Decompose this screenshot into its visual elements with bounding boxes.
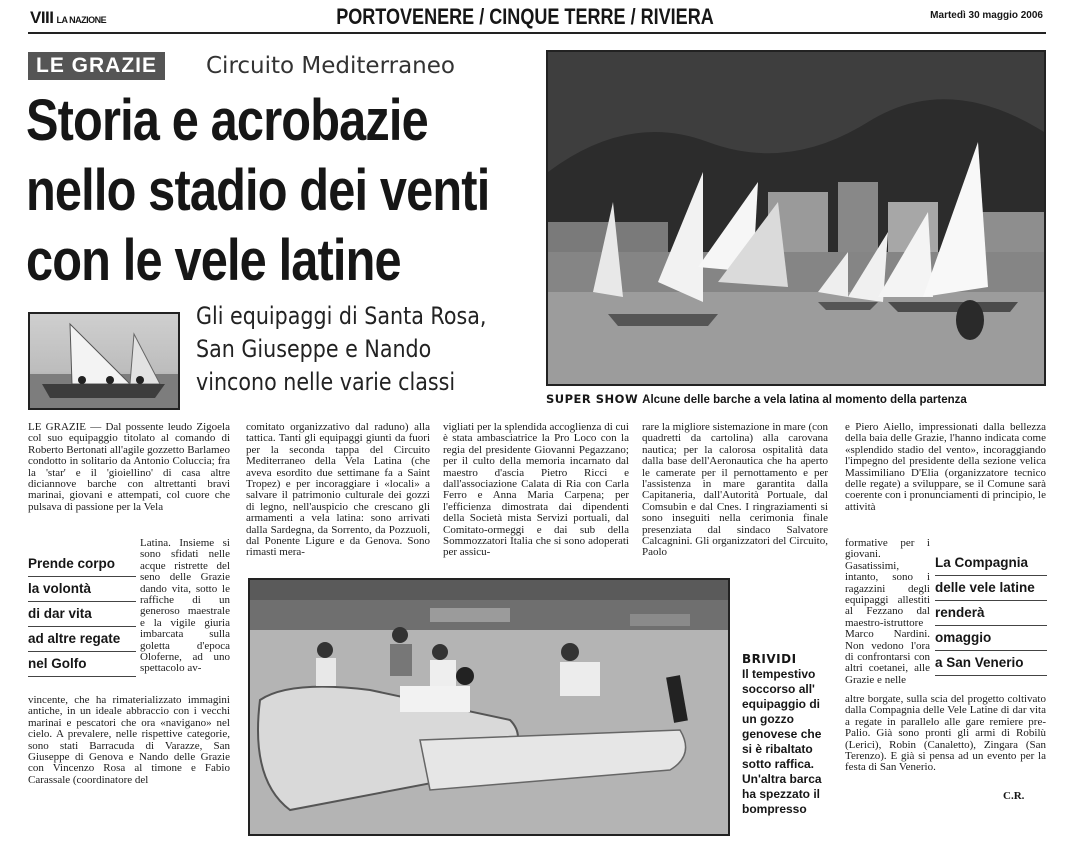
caption-lead: SUPER SHOW	[546, 392, 639, 406]
header-rule	[28, 32, 1046, 34]
article-column-3: vigliati per la splendida accoglienza di cui è stata ambasciatrice la Pro Loco con la regia del presidente Giovanni Pegazzano; per il culto della memoria incarnato dal maestro d'ascia Pietro Ricci e dall'associazione Calata di Ria con Carla Ferro e Anna Maria Carpena; per l'efficienza dimostrata dai dipendenti della Società mista Servizi portuali, dal Comitato-ormeggi e dai sub della Sommozzatori Italia che si sono adoperati per assicu-	[443, 421, 629, 559]
pull-quote-line: ad altre regate	[28, 627, 136, 652]
headline-line: Storia e acrobazie	[26, 88, 428, 153]
article-column-5-tail: altre borgate, sulla scia del progetto coltivato dalla Compagnia delle Vele Latine di dar vita a regate in parallelo alle gare remiere pre-Palio. Già sono pronti gli armi di Robilù (Lerici), Robin (Canaletto), Zingara (San Terenzo). E già si pensa ad un evento per la festa di San Venerio.	[845, 693, 1046, 774]
article-column-4: rare la migliore sistemazione in mare (con quadretti da cartolina) alla carovana nautica; per la calorosa ospitalità data dalla base dell'Aeronautica che ha aperto le camerate per il pernottamento e per l'assistenza in mare garantita dalla Capitaneria, dall'Autorità Portuale, dal Comsubin e dal Cnes. I ringraziamenti si sono inseguiti nella cerimonia finale presenziata dal sindaco Salvatore Calcagnini. Gli organizzatori del Circuito, Paolo	[642, 421, 828, 559]
pull-quote-line: renderà	[935, 601, 1047, 626]
subhead	[196, 300, 493, 399]
main-photo-caption	[546, 392, 1046, 408]
newspaper-name: LA NAZIONE	[56, 15, 107, 25]
rescue-caption-text: Il tempestivo soccorso all' equipaggio di un gozzo genovese che si è ribaltato sotto raffica. Un'altra barca ha spezzato il bompresso	[742, 667, 822, 816]
rescue-caption-label: BRIVIDI	[742, 652, 797, 666]
section-title: PORTOVENERE / CINQUE TERRE / RIVIERA	[336, 4, 714, 29]
subhead-line: vincono nelle varie classi	[196, 368, 456, 396]
pull-quote-line: omaggio	[935, 626, 1047, 651]
headline	[26, 86, 490, 296]
kicker-label: LE GRAZIE	[28, 52, 165, 80]
article-column-5-wrap: formative per i giovani. Gasatissimi, intanto, sono i ragazzini degli equipaggi allestiti al Fezzano dal maestro-istruttore Marco Nardini. Non vedono l'ora di confrontarsi con altri coetanei, alle Grazie e nelle	[845, 537, 930, 686]
pull-quote-line: La Compagnia	[935, 551, 1047, 576]
subhead-line: Gli equipaggi di Santa Rosa,	[196, 302, 487, 330]
headline-line: con le vele latine	[26, 228, 401, 293]
caption-text: Alcune delle barche a vela latina al momento della partenza	[642, 394, 967, 406]
pull-quote-left	[28, 552, 136, 677]
article-column-1: LE GRAZIE — Dal possente leudo Zigoela col suo equipaggio titolato al comando di Roberto Bertonati all'agile gozzetto Barlameo condotto in solitario da Antonio Coluccia; fra la 'star' e il 'gioiellino' di casa altre diciannove barche con altrettanti bravi marinai, giovani e attempati, col cuore che pulsava di passione per la Vela	[28, 421, 230, 513]
issue-date: Martedì 30 maggio 2006	[930, 10, 1043, 21]
regatta-photo	[546, 50, 1046, 386]
page-number	[30, 8, 106, 28]
article-column-2: comitato organizzativo dal raduno) alla tattica. Tanti gli equipaggi giunti da fuori per la seconda tappa del Circuito Mediterraneo della Vela Latina (che aveva esordito due settimane fa a Saint Tropez) e per incoraggiare i «locali» a salvare il patrimonio culturale dei gozzi di legno, nell'auspicio che crescano gli armamenti a vela latina: sono arrivati dalla Sardegna, da Sorrento, da Pozzuoli, dal Ponente Ligure e da Genova. Sono rimasti mera-	[246, 421, 430, 559]
pull-quote-line: di dar vita	[28, 602, 136, 627]
rescue-photo	[248, 578, 730, 836]
subhead-line: San Giuseppe e Nando	[196, 335, 432, 363]
pull-quote-line: a San Venerio	[935, 651, 1047, 676]
headline-line: nello stadio dei venti	[26, 158, 490, 223]
pull-quote-line: la volontà	[28, 577, 136, 602]
pull-quote-line: nel Golfo	[28, 652, 136, 677]
small-sailboat-photo	[28, 312, 180, 410]
article-column-5: e Piero Aiello, impressionati dalla bellezza della baia delle Grazie, l'hanno indicata come «splendido stadio del vento», incoraggiando l'impegno del presidente della sezione velica Massimiliano D'Elia (organizzatore tecnico delle regate) a sviluppare, se il Comune sarà coerente con i pronunciamenti di principio, le attività	[845, 421, 1046, 513]
pull-quote-line: Prende corpo	[28, 552, 136, 577]
pull-quote-line: delle vele latine	[935, 576, 1047, 601]
kicker-subtitle: Circuito Mediterraneo	[206, 53, 455, 79]
article-column-1-tail: vincente, che ha rimaterializzato immagini antiche, in un ideale abbraccio con i vecchi marinai e pescatori che ora «navigano» nel cielo. A prevalere, nelle rispettive categorie, sono stati Barracuda di Varazze, San Giuseppe di Genova e Nando delle Grazie con Vincenzo Rosa al timone e Fabio Carassale (coordinatore del	[28, 694, 230, 786]
rescue-caption	[742, 652, 834, 817]
author-signature: C.R.	[1003, 790, 1025, 802]
page-number-value: VIII	[30, 8, 54, 27]
article-column-1-wrap: Latina. Insieme si sono sfidati nelle acque ristrette del seno delle Grazie dando vita, sotto le raffiche di un generoso maestrale e la vigile giuria imbarcata sulla goletta d'epoca Oloferne, ad uno spettacolo av-	[140, 537, 230, 675]
pull-quote-right	[935, 551, 1047, 676]
